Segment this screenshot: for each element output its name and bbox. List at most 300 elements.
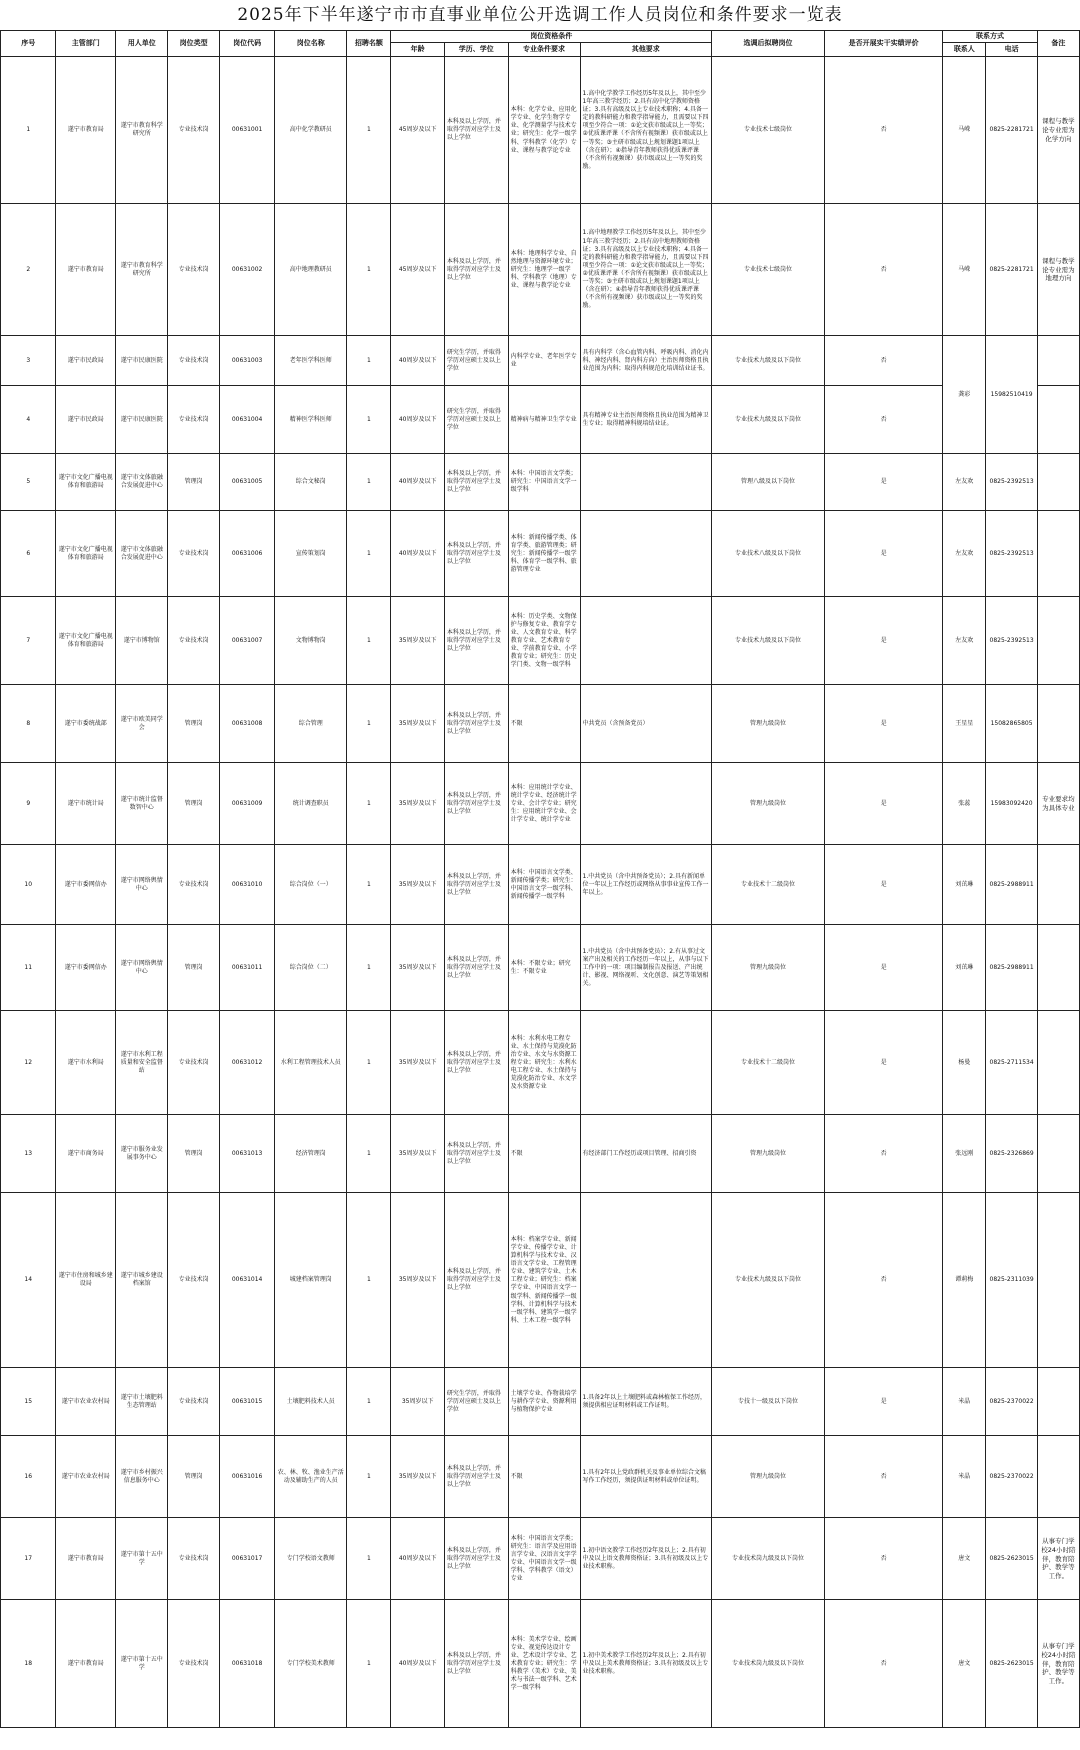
unit-cell: 遂宁市水利工程质量和安全监督站 bbox=[116, 1011, 168, 1115]
major-cell: 不限 bbox=[508, 1115, 580, 1193]
contact-person-cell: 左友欢 bbox=[943, 597, 986, 685]
header-education: 学历、学位 bbox=[444, 43, 508, 57]
major-cell: 不限 bbox=[508, 685, 580, 763]
level-cell: 专业技术九级及以下岗位 bbox=[712, 1193, 825, 1368]
major-cell: 不限 bbox=[508, 1436, 580, 1518]
position-code-cell: 00631010 bbox=[219, 845, 274, 925]
position-name-cell: 宣传策划岗 bbox=[275, 511, 347, 597]
table-row bbox=[1, 1600, 1080, 1728]
contact-person-cell: 杨曼 bbox=[943, 1011, 986, 1115]
row-number: 7 bbox=[1, 597, 56, 685]
row-number: 16 bbox=[1, 1436, 56, 1518]
major-cell: 本科：新闻传播学类、体育学类、旅游管理类；研究生：新闻传播学一级学科、体育学一级学科、旅游管理专业 bbox=[508, 511, 580, 597]
note-cell bbox=[1037, 511, 1079, 597]
evaluation-cell: 否 bbox=[825, 57, 943, 204]
major-cell: 本科：中国语言文学类；研究生：语言学及应用语言学专业、汉语言文字学专业、中国语言文学一级学科、学科教学（语文）专业 bbox=[508, 1518, 580, 1600]
evaluation-cell: 是 bbox=[825, 454, 943, 511]
level-cell: 专业技术七级岗位 bbox=[712, 204, 825, 336]
table-row bbox=[1, 685, 1080, 763]
dept-cell: 遂宁市委网信办 bbox=[56, 845, 116, 925]
dept-cell: 遂宁市民政局 bbox=[56, 336, 116, 386]
position-code-cell: 00631006 bbox=[219, 511, 274, 597]
level-cell: 专业技术九级及以下岗位 bbox=[712, 336, 825, 386]
position-name-cell: 高中化学教研员 bbox=[275, 57, 347, 204]
position-code-cell: 00631005 bbox=[219, 454, 274, 511]
position-name-cell: 综合管理 bbox=[275, 685, 347, 763]
dept-cell: 遂宁市农业农村局 bbox=[56, 1436, 116, 1518]
header-no: 序号 bbox=[1, 31, 56, 57]
level-cell: 专技十一级及以下岗位 bbox=[712, 1368, 825, 1436]
note-cell: 课程与教学论专业需为地理方向 bbox=[1037, 204, 1079, 336]
level-cell: 专业技术岗九级及以下岗位 bbox=[712, 1600, 825, 1728]
unit-cell: 遂宁市统计监督数智中心 bbox=[116, 763, 168, 845]
table-row bbox=[1, 1368, 1080, 1436]
header-contact-person: 联系人 bbox=[943, 43, 986, 57]
note-cell bbox=[1037, 454, 1079, 511]
dept-cell: 遂宁市教育局 bbox=[56, 57, 116, 204]
major-cell: 本科：水利水电工程专业、水土保持与荒漠化防治专业、水文与水资源工程专业；研究生：水利水电工程专业、水土保持与荒漠化防治专业、水文学及水资源专业 bbox=[508, 1011, 580, 1115]
age-cell: 40周岁及以下 bbox=[391, 511, 444, 597]
level-cell: 专业技术七级岗位 bbox=[712, 57, 825, 204]
quota-cell: 1 bbox=[347, 1193, 391, 1368]
position-name-cell: 经济管理岗 bbox=[275, 1115, 347, 1193]
level-cell: 专业技术十二级岗位 bbox=[712, 845, 825, 925]
other-req-cell: 1.初中语文教学工作经历2年及以上；2.具有初中及以上语文教师资格证；3.具有初级及以上专业技术职称。 bbox=[580, 1518, 712, 1600]
other-req-cell: 1.高中地理教学工作经历5年及以上，其中至少1年高三教学经历；2.具有高中地理教师资格证；3.具有高级及以上专业技术职称；4.具备一定的教科研能力和教学指导能力，且需要以下四项至少符合一项：①论文获市级或以上一等奖；②优质课评课（不含所有视频课）获市级或以上一等奖；③主研市级或以上规划课题1项以上（含在研）；④指导青年教师获得优质课评课（不含所有视频课）获市级或以上一等奖的奖励。 bbox=[580, 204, 712, 336]
level-cell: 专业技术九级及以下岗位 bbox=[712, 597, 825, 685]
contact-person-cell: 龚彩 bbox=[943, 336, 986, 454]
other-req-cell: 1.初中美术教学工作经历2年及以上；2.具有初中及以上美术教师资格证；3.具有初级及以上专业技术职称。 bbox=[580, 1600, 712, 1728]
education-cell: 本科及以上学历，并取得学历对应学士及以上学位 bbox=[444, 845, 508, 925]
position-type-cell: 专业技术岗 bbox=[168, 1368, 219, 1436]
other-req-cell: 1.具备2年以上土壤肥料或森林植保工作经历，须提供相应证明材料或工作证明。 bbox=[580, 1368, 712, 1436]
level-cell: 专业技术岗九级及以下岗位 bbox=[712, 1518, 825, 1600]
level-cell: 管理九级岗位 bbox=[712, 763, 825, 845]
row-number: 15 bbox=[1, 1368, 56, 1436]
age-cell: 35周岁及以下 bbox=[391, 763, 444, 845]
dept-cell: 遂宁市商务局 bbox=[56, 1115, 116, 1193]
table-row bbox=[1, 336, 1080, 386]
table-row bbox=[1, 454, 1080, 511]
quota-cell: 1 bbox=[347, 685, 391, 763]
evaluation-cell: 是 bbox=[825, 685, 943, 763]
contact-person-cell: 左友欢 bbox=[943, 511, 986, 597]
age-cell: 40周岁及以下 bbox=[391, 1518, 444, 1600]
row-number: 11 bbox=[1, 925, 56, 1011]
dept-cell: 遂宁市教育局 bbox=[56, 1600, 116, 1728]
contact-phone-cell: 0825-2623015 bbox=[986, 1600, 1037, 1728]
row-number: 5 bbox=[1, 454, 56, 511]
quota-cell: 1 bbox=[347, 763, 391, 845]
age-cell: 40周岁及以下 bbox=[391, 386, 444, 454]
education-cell: 本科及以上学历，并取得学历对应学士及以上学位 bbox=[444, 511, 508, 597]
major-cell: 土壤学专业、作物栽培学与耕作学专业、资源利用与植物保护专业 bbox=[508, 1368, 580, 1436]
quota-cell: 1 bbox=[347, 1011, 391, 1115]
quota-cell: 1 bbox=[347, 845, 391, 925]
row-number: 12 bbox=[1, 1011, 56, 1115]
position-code-cell: 00631003 bbox=[219, 336, 274, 386]
table-row bbox=[1, 845, 1080, 925]
quota-cell: 1 bbox=[347, 1436, 391, 1518]
other-req-cell: 有经济部门工作经历或项目管理、招商引资 bbox=[580, 1115, 712, 1193]
table-row bbox=[1, 1193, 1080, 1368]
header-position-code: 岗位代码 bbox=[219, 31, 274, 57]
table-row bbox=[1, 763, 1080, 845]
row-number: 17 bbox=[1, 1518, 56, 1600]
note-cell bbox=[1037, 1115, 1079, 1193]
contact-phone-cell: 0825-2281721 bbox=[986, 204, 1037, 336]
position-name-cell: 文物博物岗 bbox=[275, 597, 347, 685]
position-type-cell: 专业技术岗 bbox=[168, 1011, 219, 1115]
contact-person-cell: 刘茁琳 bbox=[943, 925, 986, 1011]
contact-person-cell: 刘茁琳 bbox=[943, 845, 986, 925]
major-cell: 本科：地理科学专业、自然地理与资源环境专业；研究生：地理学一级学科、学科教学（地理）专业、课程与教学论专业 bbox=[508, 204, 580, 336]
header-conditions-group: 岗位资格条件 bbox=[391, 31, 712, 43]
note-cell: 课程与教学论专业需为化学方向 bbox=[1037, 57, 1079, 204]
position-type-cell: 专业技术岗 bbox=[168, 1600, 219, 1728]
row-number: 2 bbox=[1, 204, 56, 336]
dept-cell: 遂宁市教育局 bbox=[56, 204, 116, 336]
contact-phone-cell: 15983092420 bbox=[986, 763, 1037, 845]
position-name-cell: 城建档案管理岗 bbox=[275, 1193, 347, 1368]
contact-phone-cell: 0825-2370022 bbox=[986, 1368, 1037, 1436]
quota-cell: 1 bbox=[347, 386, 391, 454]
evaluation-cell: 否 bbox=[825, 1193, 943, 1368]
header-age: 年龄 bbox=[391, 43, 444, 57]
position-code-cell: 00631001 bbox=[219, 57, 274, 204]
table-row bbox=[1, 511, 1080, 597]
contact-person-cell: 谭莉梅 bbox=[943, 1193, 986, 1368]
position-name-cell: 综合文秘岗 bbox=[275, 454, 347, 511]
evaluation-cell: 是 bbox=[825, 597, 943, 685]
unit-cell: 遂宁市文体旅融合发展促进中心 bbox=[116, 511, 168, 597]
header-dept: 主管部门 bbox=[56, 31, 116, 57]
dept-cell: 遂宁市文化广播电视体育和旅游局 bbox=[56, 597, 116, 685]
education-cell: 本科及以上学历，并取得学历对应学士及以上学位 bbox=[444, 1436, 508, 1518]
other-req-cell: 1.中共党员（含中共预备党员）；2.具有新闻单位一年以上工作经历或网络从事事业宣传工作一年以上。 bbox=[580, 845, 712, 925]
major-cell: 本科：档案学专业、新闻学专业、传播学专业、计算机科学与技术专业、汉语言文学专业、工程管理专业、建筑学专业、土木工程专业；研究生：档案学专业、中国语言文学一级学科、新闻传播学一级学科、计算机科学与技术一级学科、建筑学一级学科、土木工程一级学科 bbox=[508, 1193, 580, 1368]
other-req-cell bbox=[580, 454, 712, 511]
other-req-cell bbox=[580, 1193, 712, 1368]
dept-cell: 遂宁市委统战部 bbox=[56, 685, 116, 763]
other-req-cell bbox=[580, 1011, 712, 1115]
contact-person-cell: 唐文 bbox=[943, 1600, 986, 1728]
position-type-cell: 管理岗 bbox=[168, 1115, 219, 1193]
position-name-cell: 高中地理教研员 bbox=[275, 204, 347, 336]
other-req-cell: 1.具有2年以上党政群机关及事业单位综合文稿写作工作经历，须提供证明材料或单位证明。 bbox=[580, 1436, 712, 1518]
position-code-cell: 00631008 bbox=[219, 685, 274, 763]
age-cell: 40周岁及以下 bbox=[391, 1600, 444, 1728]
row-number: 13 bbox=[1, 1115, 56, 1193]
other-req-cell bbox=[580, 597, 712, 685]
table-row bbox=[1, 925, 1080, 1011]
position-name-cell: 专门学校语文教师 bbox=[275, 1518, 347, 1600]
header-position-name: 岗位名称 bbox=[275, 31, 347, 57]
position-code-cell: 00631002 bbox=[219, 204, 274, 336]
unit-cell: 遂宁市服务业发展事务中心 bbox=[116, 1115, 168, 1193]
row-number: 9 bbox=[1, 763, 56, 845]
evaluation-cell: 是 bbox=[825, 763, 943, 845]
other-req-cell: 1.中共党员（含中共预备党员）；2.有从事过文案产出及相关的工作经历一年以上，从事与以下工作中的一项：项目编制报告及报送、产出统计、影视、网络视听、文化创意、演艺等策划相关。 bbox=[580, 925, 712, 1011]
other-req-cell: 中共党员（含预备党员） bbox=[580, 685, 712, 763]
contact-phone-cell: 0825-2326869 bbox=[986, 1115, 1037, 1193]
note-cell bbox=[1037, 845, 1079, 925]
major-cell: 本科：应用统计学专业、统计学专业、经济统计学专业、会计学专业；研究生：应用统计学专业、会计学专业、统计学专业 bbox=[508, 763, 580, 845]
age-cell: 35周岁及以下 bbox=[391, 1115, 444, 1193]
major-cell: 本科：中国语言文学类、新闻传播学类；研究生：中国语言文学一级学科、新闻传播学一级学科 bbox=[508, 845, 580, 925]
evaluation-cell: 是 bbox=[825, 511, 943, 597]
quota-cell: 1 bbox=[347, 454, 391, 511]
other-req-cell: 具有精神专业主治医师资格且执业范围为精神卫生专业；取得精神科规培结业证。 bbox=[580, 386, 712, 454]
age-cell: 35周岁及以下 bbox=[391, 685, 444, 763]
education-cell: 本科及以上学历，并取得学历对应学士及以上学位 bbox=[444, 57, 508, 204]
note-cell bbox=[1037, 597, 1079, 685]
contact-phone-cell: 0825-2392513 bbox=[986, 597, 1037, 685]
header-quota: 招聘名额 bbox=[347, 31, 391, 57]
header-evaluation: 是否开展实干实绩评价 bbox=[825, 31, 943, 57]
education-cell: 本科及以上学历，并取得学历对应学士及以上学位 bbox=[444, 1518, 508, 1600]
major-cell: 本科：历史学类、文物保护与修复专业、教育学专业、人文教育专业、科学教育专业、艺术教育专业、学前教育专业、小学教育专业；研究生：历史学门类、文物一级学科 bbox=[508, 597, 580, 685]
quota-cell: 1 bbox=[347, 204, 391, 336]
evaluation-cell: 否 bbox=[825, 336, 943, 386]
note-cell bbox=[1037, 386, 1079, 454]
age-cell: 35周岁以下 bbox=[391, 1368, 444, 1436]
major-cell: 本科：中国语言文学类；研究生：中国语言文学一级学科 bbox=[508, 454, 580, 511]
contact-person-cell: 王星星 bbox=[943, 685, 986, 763]
dept-cell: 遂宁市农业农村局 bbox=[56, 1368, 116, 1436]
position-type-cell: 专业技术岗 bbox=[168, 1193, 219, 1368]
major-cell: 本科：不限专业；研究生：不限专业 bbox=[508, 925, 580, 1011]
position-name-cell: 老年医学科医师 bbox=[275, 336, 347, 386]
position-type-cell: 专业技术岗 bbox=[168, 386, 219, 454]
table-row bbox=[1, 386, 1080, 454]
table-row bbox=[1, 1011, 1080, 1115]
other-req-cell: 具有内科学（含心血管内科、呼吸内科、消化内科、神经内科、肾内科方向）主治医师资格且执业范围为内科；取得内科规范化培训结业证书。 bbox=[580, 336, 712, 386]
note-cell bbox=[1037, 925, 1079, 1011]
unit-cell: 遂宁市第十五中学 bbox=[116, 1600, 168, 1728]
header-other: 其他要求 bbox=[580, 43, 712, 57]
header-unit: 用人单位 bbox=[116, 31, 168, 57]
education-cell: 研究生学历，并取得学历对应硕士及以上学位 bbox=[444, 386, 508, 454]
major-cell: 内科学专业、老年医学专业 bbox=[508, 336, 580, 386]
table-row bbox=[1, 1518, 1080, 1600]
contact-phone-cell: 0825-2370022 bbox=[986, 1436, 1037, 1518]
note-cell bbox=[1037, 1193, 1079, 1368]
table-row bbox=[1, 1115, 1080, 1193]
education-cell: 本科及以上学历，并取得学历对应学士及以上学位 bbox=[444, 763, 508, 845]
quota-cell: 1 bbox=[347, 597, 391, 685]
evaluation-cell: 否 bbox=[825, 1600, 943, 1728]
position-type-cell: 管理岗 bbox=[168, 685, 219, 763]
note-cell bbox=[1037, 685, 1079, 763]
education-cell: 本科及以上学历，并取得学历对应学士及以上学位 bbox=[444, 204, 508, 336]
quota-cell: 1 bbox=[347, 925, 391, 1011]
contact-person-cell: 米晶 bbox=[943, 1436, 986, 1518]
note-cell bbox=[1037, 1011, 1079, 1115]
dept-cell: 遂宁市水利局 bbox=[56, 1011, 116, 1115]
position-type-cell: 专业技术岗 bbox=[168, 845, 219, 925]
header-major: 专业条件要求 bbox=[508, 43, 580, 57]
header-contact-phone: 电话 bbox=[986, 43, 1037, 57]
level-cell: 专业技术九级及以下岗位 bbox=[712, 386, 825, 454]
contact-phone-cell: 0825-2311039 bbox=[986, 1193, 1037, 1368]
header-position-type: 岗位类型 bbox=[168, 31, 219, 57]
position-code-cell: 00631012 bbox=[219, 1011, 274, 1115]
other-req-cell bbox=[580, 511, 712, 597]
unit-cell: 遂宁市网络舆情中心 bbox=[116, 845, 168, 925]
note-cell bbox=[1037, 1368, 1079, 1436]
evaluation-cell: 否 bbox=[825, 1518, 943, 1600]
position-type-cell: 管理岗 bbox=[168, 763, 219, 845]
age-cell: 40周岁及以下 bbox=[391, 336, 444, 386]
contact-person-cell: 米晶 bbox=[943, 1368, 986, 1436]
quota-cell: 1 bbox=[347, 1115, 391, 1193]
note-cell: 专业要求均为具体专业 bbox=[1037, 763, 1079, 845]
position-code-cell: 00631009 bbox=[219, 763, 274, 845]
position-name-cell: 综合岗位（二） bbox=[275, 925, 347, 1011]
other-req-cell bbox=[580, 763, 712, 845]
contact-phone-cell: 0825-2988911 bbox=[986, 925, 1037, 1011]
quota-cell: 1 bbox=[347, 1518, 391, 1600]
contact-phone-cell: 0825-2711534 bbox=[986, 1011, 1037, 1115]
note-cell bbox=[1037, 336, 1079, 386]
education-cell: 本科及以上学历，并取得学历对应学士及以上学位 bbox=[444, 454, 508, 511]
position-code-cell: 00631014 bbox=[219, 1193, 274, 1368]
note-cell: 从事专门学校24小时陪伴，教育陪护、教学等工作。 bbox=[1037, 1600, 1079, 1728]
level-cell: 管理九级岗位 bbox=[712, 1436, 825, 1518]
table-row bbox=[1, 57, 1080, 204]
position-code-cell: 00631015 bbox=[219, 1368, 274, 1436]
unit-cell: 遂宁市民康医院 bbox=[116, 386, 168, 454]
table-row bbox=[1, 204, 1080, 336]
position-code-cell: 00631007 bbox=[219, 597, 274, 685]
contact-phone-cell: 0825-2623015 bbox=[986, 1518, 1037, 1600]
evaluation-cell: 否 bbox=[825, 204, 943, 336]
major-cell: 本科：美术学专业、绘画专业、视觉传达设计专业、艺术设计学专业、艺术教育专业；研究生：学科教学（美术）专业、美术与书法一级学科、艺术学一级学科 bbox=[508, 1600, 580, 1728]
age-cell: 45周岁及以下 bbox=[391, 204, 444, 336]
age-cell: 35周岁及以下 bbox=[391, 1436, 444, 1518]
other-req-cell: 1.高中化学教学工作经历5年及以上，其中至少1年高三教学经历；2.具有高中化学教师资格证；3.具有高级及以上专业技术职称；4.具备一定的教科研能力和教学指导能力，且需要以下四项至少符合一项：①论文获市级或以上一等奖；②优质课评课（不含所有视频课）获市级或以上一等奖；③主研市级或以上规划课题1项以上（含在研）；④指导青年教师获得优质课评课（不含所有视频课）获市级或以上一等奖的奖励。 bbox=[580, 57, 712, 204]
education-cell: 研究生学历，并取得学历对应硕士及以上学位 bbox=[444, 336, 508, 386]
unit-cell: 遂宁市欧美同学会 bbox=[116, 685, 168, 763]
quota-cell: 1 bbox=[347, 1368, 391, 1436]
position-code-cell: 00631017 bbox=[219, 1518, 274, 1600]
age-cell: 40周岁及以下 bbox=[391, 454, 444, 511]
contact-person-cell: 马嵘 bbox=[943, 204, 986, 336]
level-cell: 专业技术十二级岗位 bbox=[712, 1011, 825, 1115]
unit-cell: 遂宁市城乡建设档案馆 bbox=[116, 1193, 168, 1368]
contact-person-cell: 马嵘 bbox=[943, 57, 986, 204]
level-cell: 管理八级及以下岗位 bbox=[712, 454, 825, 511]
row-number: 1 bbox=[1, 57, 56, 204]
quota-cell: 1 bbox=[347, 336, 391, 386]
contact-phone-cell: 0825-2392513 bbox=[986, 511, 1037, 597]
age-cell: 35周岁及以下 bbox=[391, 845, 444, 925]
position-name-cell: 土壤肥料技术人员 bbox=[275, 1368, 347, 1436]
evaluation-cell: 否 bbox=[825, 1436, 943, 1518]
quota-cell: 1 bbox=[347, 511, 391, 597]
unit-cell: 遂宁市文体旅融合发展促进中心 bbox=[116, 454, 168, 511]
position-code-cell: 00631013 bbox=[219, 1115, 274, 1193]
dept-cell: 遂宁市统计局 bbox=[56, 763, 116, 845]
contact-person-cell: 张蕊 bbox=[943, 763, 986, 845]
position-name-cell: 水利工程管理技术人员 bbox=[275, 1011, 347, 1115]
position-code-cell: 00631018 bbox=[219, 1600, 274, 1728]
dept-cell: 遂宁市教育局 bbox=[56, 1518, 116, 1600]
contact-person-cell: 张远刚 bbox=[943, 1115, 986, 1193]
quota-cell: 1 bbox=[347, 57, 391, 204]
row-number: 8 bbox=[1, 685, 56, 763]
dept-cell: 遂宁市民政局 bbox=[56, 386, 116, 454]
major-cell: 本科：化学专业、应用化学专业、化学生物学专业、化学测量学与技术专业；研究生：化学一级学科、学科教学（化学）专业、课程与教学论专业 bbox=[508, 57, 580, 204]
age-cell: 35周岁及以下 bbox=[391, 1011, 444, 1115]
position-type-cell: 管理岗 bbox=[168, 1436, 219, 1518]
position-name-cell: 农、林、牧、渔业生产活动及辅助生产的人员 bbox=[275, 1436, 347, 1518]
contact-phone-cell: 15982510419 bbox=[986, 336, 1037, 454]
header-contact-group: 联系方式 bbox=[943, 31, 1038, 43]
position-type-cell: 管理岗 bbox=[168, 454, 219, 511]
age-cell: 35周岁及以下 bbox=[391, 925, 444, 1011]
position-name-cell: 综合岗位（一） bbox=[275, 845, 347, 925]
education-cell: 本科及以上学历，并取得学历对应学士及以上学位 bbox=[444, 685, 508, 763]
position-code-cell: 00631004 bbox=[219, 386, 274, 454]
education-cell: 本科及以上学历，并取得学历对应学士及以上学位 bbox=[444, 925, 508, 1011]
dept-cell: 遂宁市委网信办 bbox=[56, 925, 116, 1011]
education-cell: 本科及以上学历，并取得学历对应学士及以上学位 bbox=[444, 1011, 508, 1115]
unit-cell: 遂宁市第十五中学 bbox=[116, 1518, 168, 1600]
education-cell: 本科及以上学历，并取得学历对应学士及以上学位 bbox=[444, 1193, 508, 1368]
unit-cell: 遂宁市博物馆 bbox=[116, 597, 168, 685]
position-code-cell: 00631016 bbox=[219, 1436, 274, 1518]
position-name-cell: 精神医学科医师 bbox=[275, 386, 347, 454]
evaluation-cell: 是 bbox=[825, 845, 943, 925]
dept-cell: 遂宁市住房和城乡建设局 bbox=[56, 1193, 116, 1368]
header-note: 备注 bbox=[1037, 31, 1079, 57]
education-cell: 本科及以上学历，并取得学历对应学士及以上学位 bbox=[444, 1115, 508, 1193]
evaluation-cell: 否 bbox=[825, 386, 943, 454]
education-cell: 本科及以上学历，并取得学历对应学士及以上学位 bbox=[444, 1600, 508, 1728]
row-number: 14 bbox=[1, 1193, 56, 1368]
note-cell bbox=[1037, 1436, 1079, 1518]
evaluation-cell: 是 bbox=[825, 925, 943, 1011]
age-cell: 45周岁及以下 bbox=[391, 57, 444, 204]
age-cell: 35周岁及以下 bbox=[391, 597, 444, 685]
dept-cell: 遂宁市文化广播电视体育和旅游局 bbox=[56, 511, 116, 597]
unit-cell: 遂宁市土壤肥料生态管理站 bbox=[116, 1368, 168, 1436]
age-cell: 35周岁及以下 bbox=[391, 1193, 444, 1368]
document-title: 2025年下半年遂宁市市直事业单位公开选调工作人员岗位和条件要求一览表 bbox=[237, 5, 843, 25]
position-type-cell: 专业技术岗 bbox=[168, 336, 219, 386]
evaluation-cell: 否 bbox=[825, 1115, 943, 1193]
evaluation-cell: 是 bbox=[825, 1011, 943, 1115]
position-type-cell: 专业技术岗 bbox=[168, 511, 219, 597]
unit-cell: 遂宁市民康医院 bbox=[116, 336, 168, 386]
position-type-cell: 管理岗 bbox=[168, 925, 219, 1011]
position-code-cell: 00631011 bbox=[219, 925, 274, 1011]
row-number: 4 bbox=[1, 386, 56, 454]
dept-cell: 遂宁市文化广播电视体育和旅游局 bbox=[56, 454, 116, 511]
position-name-cell: 专门学校美术教师 bbox=[275, 1600, 347, 1728]
contact-phone-cell: 15082865805 bbox=[986, 685, 1037, 763]
header-level: 选调后拟聘岗位 bbox=[712, 31, 825, 57]
position-type-cell: 专业技术岗 bbox=[168, 1518, 219, 1600]
unit-cell: 遂宁市教育科学研究所 bbox=[116, 204, 168, 336]
position-name-cell: 统计调查职员 bbox=[275, 763, 347, 845]
contact-phone-cell: 0825-2988911 bbox=[986, 845, 1037, 925]
contact-person-cell: 左友欢 bbox=[943, 454, 986, 511]
table-row bbox=[1, 597, 1080, 685]
positions-table bbox=[0, 30, 1080, 1728]
